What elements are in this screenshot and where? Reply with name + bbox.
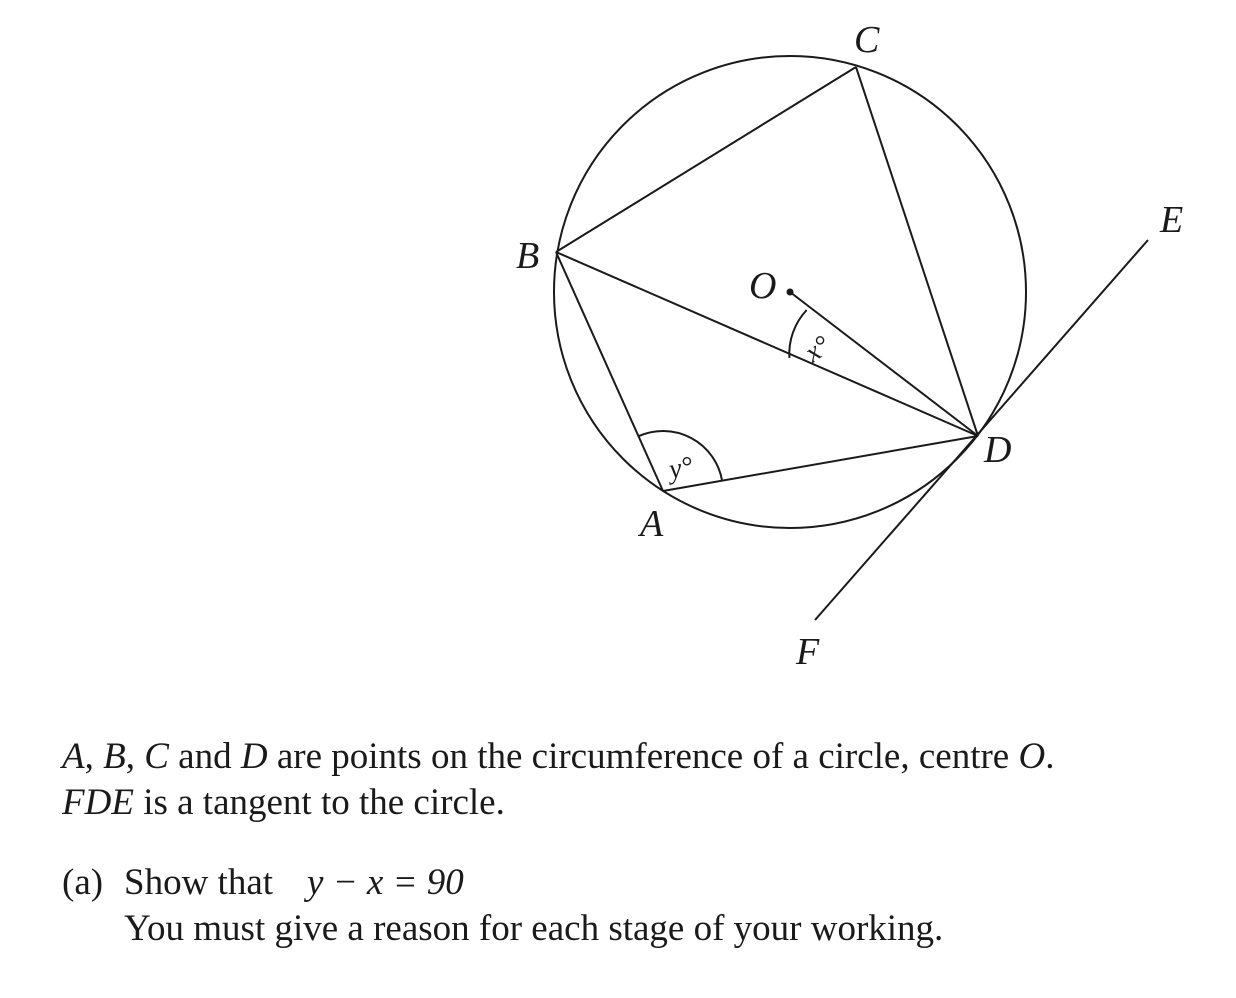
point-label-d: D <box>984 429 1012 471</box>
sep: , <box>84 736 104 777</box>
period: . <box>1045 736 1055 777</box>
chord-ab <box>556 252 663 491</box>
point-label-a: A <box>640 503 664 545</box>
chord-cd <box>856 67 978 436</box>
angle-label-x: x° <box>799 329 837 369</box>
sep: , <box>125 736 145 777</box>
tangent-line-fde <box>815 240 1148 620</box>
statement-line-1 <box>62 734 1054 780</box>
point-label-b: B <box>516 235 540 277</box>
equation: y − x = 90 <box>307 862 464 903</box>
point-b: B <box>103 736 126 777</box>
point-c: C <box>144 736 169 777</box>
point-o: O <box>1018 736 1046 777</box>
sep: and <box>168 736 241 777</box>
centre-point-o <box>787 289 794 296</box>
statement-line-2 <box>62 780 1054 826</box>
tangent-name: FDE <box>62 782 134 823</box>
angle-label-y: y° <box>666 450 696 486</box>
part-a-instruction: You must give a reason for each stage of your working. <box>124 908 944 949</box>
point-a: A <box>62 736 85 777</box>
show-that-text: Show that <box>124 862 274 903</box>
part-a-line-1 <box>62 860 943 906</box>
question-part-a <box>62 860 943 952</box>
point-label-o: O <box>749 265 777 307</box>
point-label-c: C <box>854 19 880 61</box>
problem-statement <box>62 734 1054 826</box>
point-label-e: E <box>1160 199 1184 241</box>
point-d: D <box>240 736 268 777</box>
statement-text: are points on the circumference of a circle, centre <box>267 736 1019 777</box>
chord-da <box>663 436 978 491</box>
statement-text: is a tangent to the circle. <box>133 782 505 823</box>
chord-bc <box>556 67 856 252</box>
point-label-f: F <box>796 631 820 673</box>
part-label: (a) <box>62 862 104 903</box>
